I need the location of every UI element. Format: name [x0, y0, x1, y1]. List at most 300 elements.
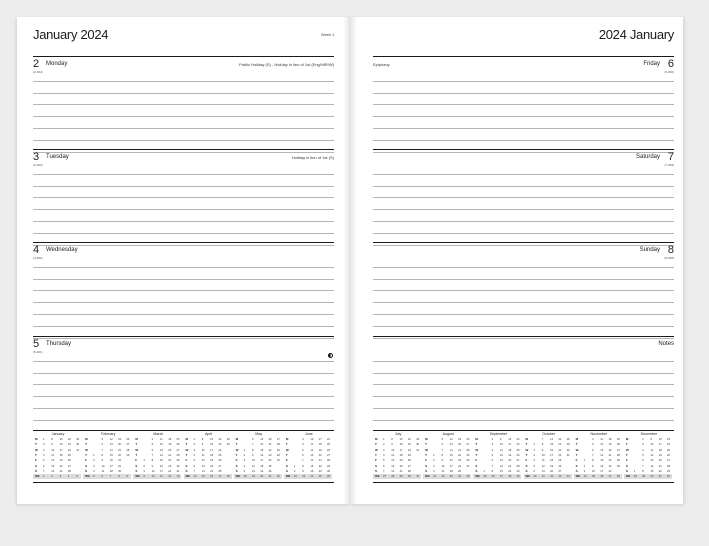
right-header-rule — [373, 56, 674, 57]
calendar-date: 27 — [466, 443, 470, 447]
calendar-date: 52 — [667, 475, 671, 479]
calendar-date: 15 — [600, 459, 604, 463]
weekday-letter: S — [285, 463, 288, 468]
calendar-date: 12 — [499, 453, 503, 457]
calendar-date: 12 — [310, 448, 314, 452]
calendar-date: 37 — [499, 475, 503, 479]
calendar-date: 19 — [260, 469, 264, 473]
writing-line — [373, 373, 674, 374]
calendar-date: 27 — [558, 469, 562, 473]
month-name: January — [51, 432, 65, 436]
calendar-date: 31 — [76, 448, 80, 452]
day-number: 7 — [667, 151, 674, 163]
weekday-letter: M — [625, 437, 629, 441]
weekday-letter: S — [525, 463, 528, 468]
calendar-date: 50 — [650, 475, 654, 479]
calendar-date: 18 — [210, 453, 214, 457]
calendar-date: 19 — [318, 448, 322, 452]
week-number-row — [574, 474, 622, 479]
month-name: February — [101, 432, 116, 436]
calendar-date: 24 — [667, 443, 671, 447]
calendar-date: 14 — [391, 469, 395, 473]
calendar-date: 4 — [193, 453, 195, 457]
calendar-date: 21 — [608, 453, 612, 457]
weekday-letter: S — [525, 468, 528, 473]
calendar-date: 15 — [59, 438, 63, 441]
calendar-date: 2 — [143, 464, 145, 468]
calendar-date: 16 — [310, 469, 314, 473]
calendar-date: 27 — [67, 464, 71, 468]
calendar-date: 3 — [583, 469, 586, 473]
calendar-date: 21 — [658, 464, 662, 468]
day-number: 2 — [33, 58, 40, 70]
calendar-date: 3 — [143, 469, 145, 473]
calendar-date: 13 — [541, 469, 545, 473]
calendar-date: 13 — [159, 448, 163, 452]
writing-line — [33, 384, 334, 385]
calendar-date: 7 — [591, 453, 594, 457]
calendar-date: 2 — [193, 443, 195, 447]
calendar-date: 12 — [391, 459, 395, 463]
calendar-date: 14 — [201, 469, 205, 473]
calendar-date: 11 — [391, 453, 395, 457]
calendar-date: 21 — [508, 464, 512, 468]
calendar-date: 6 — [383, 464, 385, 468]
week-number-row — [133, 474, 181, 479]
calendar-date: 6 — [441, 443, 443, 447]
calendar-date: 21 — [318, 459, 322, 463]
calendar-date: 21 — [118, 448, 122, 452]
calendar-date: 27 — [616, 448, 620, 452]
calendar-date: 29 — [226, 438, 230, 441]
calendar-date: 20 — [399, 464, 403, 468]
weekday-letter: T — [35, 452, 37, 457]
calendar-date: 22 — [268, 448, 272, 452]
weekday-letter: Wk — [625, 474, 631, 479]
calendar-date: 5 — [383, 459, 385, 463]
week-number-row — [423, 474, 471, 479]
month-name: March — [153, 432, 164, 436]
calendar-date: 1 — [43, 475, 45, 479]
calendar-date: 1 — [583, 459, 586, 463]
calendar-date: 22 — [407, 438, 411, 441]
calendar-date: 21 — [268, 475, 272, 479]
holiday-text: Public Holiday (S) - Holiday in lieu of 1st (Eng/NIR/W) — [239, 62, 334, 67]
calendar-date: 1 — [193, 438, 195, 441]
weekday-letter: T — [525, 442, 528, 447]
weekday-letter: F — [285, 458, 288, 463]
weekday-letter: T — [235, 442, 238, 447]
calendar-date: 5 — [642, 453, 644, 457]
week-label: Week 1 — [321, 32, 335, 37]
calendar-date: 5 — [243, 469, 246, 473]
month-name: October — [542, 432, 555, 436]
notes-top-rule — [373, 336, 674, 337]
weekday-letter: T — [85, 452, 87, 457]
weekday-letter: Wk — [575, 474, 581, 479]
calendar-date: 15 — [650, 469, 654, 473]
weekday-letter: W — [285, 447, 289, 452]
weekday-letter: W — [425, 447, 428, 452]
writing-line — [33, 104, 334, 105]
writing-line — [33, 314, 334, 315]
calendar-date: 18 — [59, 453, 63, 457]
day-of-year: (8-358) — [664, 256, 674, 260]
calendar-date: 23 — [667, 438, 671, 441]
calendar-date: 27 — [276, 438, 280, 441]
calendar-date: 25 — [558, 459, 562, 463]
writing-line — [373, 290, 674, 291]
calendar-date: 18 — [449, 469, 453, 473]
weekday-letter: T — [575, 452, 578, 457]
day-of-year: (3-363) — [33, 163, 43, 167]
calendar-date: 1 — [433, 453, 435, 457]
weekday-letter: S — [375, 463, 378, 468]
calendar-date: 14 — [449, 448, 453, 452]
calendar-date: 20 — [168, 448, 172, 452]
calendar-date: 10 — [151, 469, 155, 473]
calendar-date: 11 — [159, 438, 163, 441]
calendar-date: 12 — [109, 438, 113, 441]
calendar-date: 11 — [541, 459, 545, 463]
calendar-date: 27 — [383, 475, 386, 479]
calendar-date: 4 — [533, 459, 535, 463]
weekday-letter: Wk — [525, 474, 530, 479]
writing-line — [373, 186, 674, 187]
calendar-date: 28 — [616, 453, 620, 457]
calendar-date: 11 — [310, 443, 314, 447]
week-number-row — [184, 474, 232, 479]
weekday-letter: S — [475, 468, 478, 473]
weekday-letter: M — [575, 437, 579, 441]
calendar-date: 18 — [550, 459, 554, 463]
calendar-date: 29 — [176, 459, 180, 463]
calendar-date: 24 — [268, 459, 272, 463]
calendar-date: 28 — [391, 475, 395, 479]
writing-line — [373, 221, 674, 222]
calendar-date: 22 — [67, 438, 71, 441]
calendar-date: 19 — [658, 453, 662, 457]
calendar-date: 29 — [616, 459, 620, 463]
calendar-date: 1 — [93, 453, 95, 457]
writing-line — [33, 140, 334, 141]
writing-line — [33, 279, 334, 280]
calendar-date: 2 — [433, 459, 435, 463]
calendar-date: 17 — [159, 469, 163, 473]
calendar-date: 5 — [302, 448, 304, 452]
calendar-date: 19 — [251, 475, 255, 479]
day-top-rule — [33, 149, 334, 150]
weekday-letter: T — [285, 452, 288, 457]
calendar-date: 44 — [566, 475, 570, 479]
weekday-letter: Wk — [285, 474, 291, 479]
calendar-date: 28 — [276, 443, 280, 447]
weekday-letter: W — [185, 447, 189, 452]
day-top-rule — [33, 242, 334, 243]
calendar-date: 8 — [391, 438, 393, 441]
calendar-date: 13 — [650, 459, 654, 463]
calendar-date: 19 — [399, 459, 403, 463]
calendar-date: 7 — [151, 453, 154, 457]
calendar-date: 31 — [466, 464, 470, 468]
writing-line — [373, 408, 674, 409]
day-name: Wednesday — [46, 247, 78, 253]
calendar-date: 13 — [449, 443, 453, 447]
calendar-date: 20 — [118, 443, 122, 447]
writing-line — [33, 408, 334, 409]
calendar-date: 22 — [276, 475, 280, 479]
calendar-date: 13 — [201, 464, 205, 468]
calendar-date: 21 — [268, 443, 272, 447]
calendar-date: 43 — [558, 475, 562, 479]
weekday-letter: S — [425, 468, 428, 473]
calendar-date: 13 — [176, 475, 180, 479]
writing-line — [33, 174, 334, 175]
calendar-date: 14 — [260, 443, 264, 447]
day-name: Sunday — [639, 247, 660, 253]
calendar-date: 24 — [458, 464, 462, 468]
calendar-date: 23 — [608, 464, 612, 468]
calendar-date: 19 — [59, 459, 63, 463]
calendar-date: 9 — [126, 475, 128, 479]
calendar-date: 23 — [458, 459, 462, 463]
writing-line — [33, 81, 334, 82]
weekday-letter: F — [625, 458, 628, 463]
calendar-date: 18 — [243, 475, 247, 479]
calendar-date: 23 — [407, 443, 411, 447]
calendar-date: 16 — [658, 438, 662, 441]
calendar-date: 18 — [260, 464, 264, 468]
calendar-date: 44 — [583, 475, 587, 479]
weekday-letter: T — [85, 442, 87, 447]
writing-line — [33, 209, 334, 210]
weekday-letter: M — [425, 437, 428, 441]
weekday-letter: S — [135, 463, 138, 468]
calendar-date: 14 — [499, 464, 503, 468]
calendar-date: 38 — [508, 475, 512, 479]
writing-line — [33, 290, 334, 291]
calendar-date: 31 — [416, 475, 420, 479]
calendar-date: 8 — [101, 453, 103, 457]
weekday-letter: T — [625, 452, 628, 457]
calendar-date: 20 — [550, 469, 554, 473]
calendar-date: 4 — [591, 438, 594, 441]
calendar-date: 8 — [302, 464, 304, 468]
month-name: September — [489, 432, 508, 436]
calendar-date: 13 — [260, 438, 264, 441]
calendar-date: 31 — [176, 469, 180, 473]
calendar-date: 26 — [327, 448, 331, 452]
calendar-date: 5 — [533, 464, 535, 468]
calendar-date: 20 — [59, 464, 63, 468]
calendar-date: 17 — [109, 464, 113, 468]
calendar-date: 9 — [101, 459, 103, 463]
calendar-date: 10 — [650, 443, 654, 447]
writing-line — [373, 209, 674, 210]
weekday-letter: M — [135, 437, 138, 441]
weekday-letter: T — [235, 452, 238, 457]
calendar-date: 18 — [109, 469, 113, 473]
calendar-date: 25 — [407, 453, 411, 457]
calendar-date: 4 — [642, 448, 644, 452]
calendar-date: 51 — [658, 475, 662, 479]
calendar-date: 3 — [93, 464, 95, 468]
weekday-letter: F — [35, 458, 37, 463]
weekday-letter: W — [475, 447, 479, 452]
calendar-date: 29 — [466, 453, 470, 457]
calendar-date: 7 — [109, 475, 112, 479]
weekday-letter: S — [575, 468, 578, 473]
calendar-date: 9 — [251, 453, 254, 457]
holiday-text: Epiphany — [373, 62, 390, 67]
writing-line — [33, 221, 334, 222]
calendar-date: 12 — [541, 464, 545, 468]
writing-line — [373, 81, 674, 82]
calendar-date: 2 — [51, 475, 53, 479]
calendar-date: 1 — [143, 459, 145, 463]
calendar-date: 20 — [608, 448, 612, 452]
weekday-letter: S — [85, 463, 88, 468]
weekday-letter: F — [135, 458, 138, 463]
calendar-date: 3 — [433, 464, 435, 468]
calendar-date: 35 — [466, 475, 470, 479]
calendar-date: 23 — [318, 469, 322, 473]
writing-line — [373, 93, 674, 94]
calendar-date: 23 — [168, 464, 172, 468]
calendar-date: 48 — [633, 475, 637, 479]
writing-line — [33, 186, 334, 187]
weekday-letter: S — [425, 463, 428, 468]
calendar-date: 27 — [218, 464, 222, 468]
day-top-rule — [33, 336, 334, 337]
calendar-date: 23 — [558, 448, 562, 452]
calendar-date: 3 — [243, 459, 246, 463]
calendar-date: 15 — [310, 464, 314, 468]
calendar-date: 9 — [391, 443, 393, 447]
calendar-date: 35 — [483, 475, 487, 479]
right-header-title: 2024 January — [598, 27, 674, 42]
day-of-year: (2-364) — [33, 70, 43, 74]
week-number-row — [284, 474, 332, 479]
calendar-date: 30 — [176, 464, 180, 468]
weekday-letter: T — [185, 442, 188, 447]
weekday-letter: T — [185, 452, 188, 457]
calendar-date: 24 — [558, 453, 562, 457]
calendar-date: 18 — [168, 438, 172, 441]
day-number: 6 — [667, 58, 674, 70]
calendar-date: 12 — [251, 469, 255, 473]
calendar-date: 9 — [591, 464, 594, 468]
calendar-date: 19 — [550, 464, 554, 468]
calendar-date: 24 — [310, 475, 314, 479]
weekday-letter: M — [475, 437, 478, 441]
calendar-date: 25 — [327, 443, 331, 447]
weekday-letter: S — [135, 468, 138, 473]
calendar-date: 5 — [93, 475, 95, 479]
calendar-date: 9 — [151, 464, 154, 468]
calendar-date: 17 — [218, 475, 222, 479]
calendar-date: 28 — [407, 469, 411, 473]
weekday-letter: M — [35, 437, 38, 441]
calendar-date: 18 — [508, 448, 512, 452]
calendar-date: 6 — [533, 469, 535, 473]
calendar-date: 17 — [600, 469, 604, 473]
weekday-letter: F — [575, 458, 578, 463]
calendar-date: 9 — [541, 448, 544, 452]
calendar-date: 11 — [159, 475, 163, 479]
weekday-letter: T — [135, 452, 138, 457]
weekday-letter: Wk — [135, 474, 140, 479]
writing-line — [33, 373, 334, 374]
writing-line — [33, 93, 334, 94]
writing-line — [373, 267, 674, 268]
calendar-date: 4 — [302, 443, 304, 447]
calendar-date: 17 — [210, 448, 214, 452]
calendar-date: 20 — [508, 459, 512, 463]
calendar-date: 28 — [126, 448, 130, 452]
calendar-date: 28 — [466, 448, 470, 452]
weekday-letter: T — [425, 442, 427, 447]
weekday-letter: W — [35, 447, 38, 452]
calendar-date: 3 — [59, 475, 62, 479]
calendar-date: 4 — [43, 453, 45, 457]
calendar-date: 10 — [391, 448, 395, 452]
weekday-letter: Wk — [475, 474, 480, 479]
calendar-date: 22 — [508, 469, 512, 473]
calendar-date: 26 — [616, 443, 620, 447]
weekday-letter: W — [625, 447, 629, 452]
calendar-date: 23 — [218, 443, 222, 447]
weekday-letter: S — [35, 463, 38, 468]
calendar-date: 25 — [67, 453, 71, 457]
calendar-date: 23 — [516, 438, 520, 441]
writing-line — [373, 384, 674, 385]
calendar-date: 7 — [541, 438, 544, 441]
calendar-date: 26 — [268, 469, 272, 473]
calendar-date: 3 — [642, 443, 644, 447]
calendar-date: 7 — [43, 469, 45, 473]
weekday-letter: M — [185, 437, 188, 441]
calendar-date: 10 — [151, 475, 155, 479]
calendar-date: 2 — [43, 443, 45, 447]
weekday-letter: F — [425, 458, 427, 463]
weekday-letter: S — [625, 463, 628, 468]
calendar-date: 5 — [151, 443, 154, 447]
day-name: Monday — [46, 61, 68, 67]
weekday-letter: W — [525, 447, 529, 452]
writing-line — [373, 116, 674, 117]
writing-line — [33, 326, 334, 327]
weekday-letter: S — [235, 463, 238, 468]
calendar-date: 28 — [67, 469, 71, 473]
calendar-date: 26 — [218, 459, 222, 463]
left-header-title: January 2024 — [33, 27, 109, 42]
calendar-date: 5 — [591, 443, 594, 447]
weekday-letter: S — [185, 468, 188, 473]
weekday-letter: Wk — [185, 474, 190, 479]
calendar-date: 14 — [310, 459, 314, 463]
weekday-letter: T — [475, 442, 478, 447]
weekday-letter: W — [135, 447, 139, 452]
writing-line — [33, 302, 334, 303]
calendar-date: 24 — [168, 469, 172, 473]
weekday-letter: T — [525, 452, 528, 457]
writing-line — [33, 152, 334, 153]
calendar-date: 17 — [449, 464, 453, 468]
day-of-year: (4-362) — [33, 256, 43, 260]
calendar-date: 29 — [416, 438, 420, 441]
calendar-bottom-rule — [33, 482, 334, 483]
